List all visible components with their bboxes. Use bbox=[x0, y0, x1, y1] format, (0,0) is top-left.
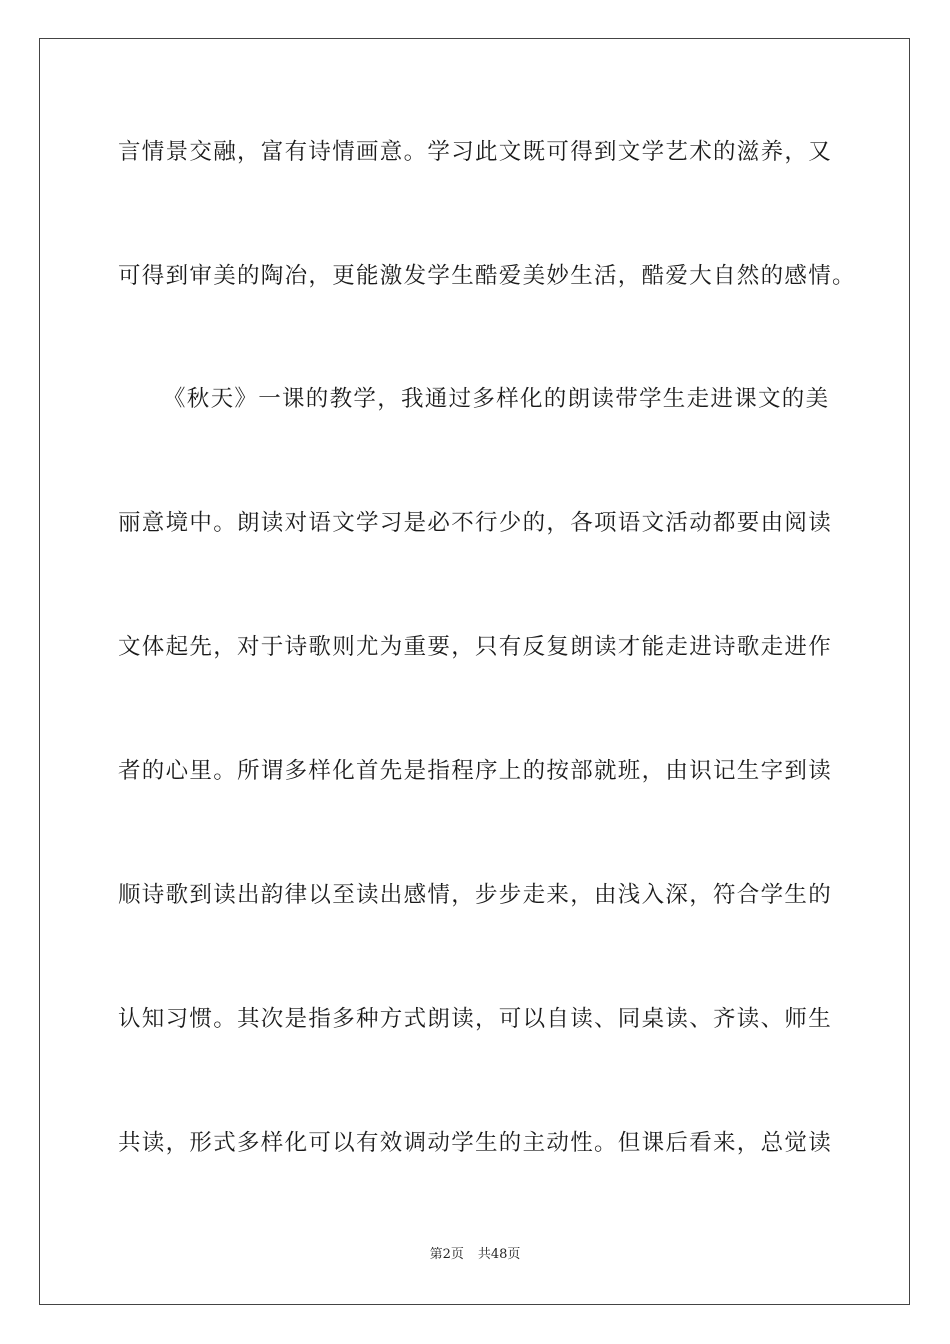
page-number: 第2页 bbox=[429, 1247, 464, 1262]
body-text-line: 可得到审美的陶冶，更能激发学生酷爱美妙生活，酷爱大自然的感情。 bbox=[118, 263, 856, 289]
body-text-line: 丽意境中。朗读对语文学习是必不行少的，各项语文活动都要由阅读 bbox=[118, 510, 833, 536]
body-text-paragraph-start: 《秋天》一课的教学，我通过多样化的朗读带学生走进课文的美 bbox=[163, 386, 830, 412]
body-text-line: 言情景交融，富有诗情画意。学习此文既可得到文学艺术的滋养，又 bbox=[118, 139, 833, 165]
total-pages: 共48页 bbox=[477, 1247, 521, 1262]
body-text-line: 认知习惯。其次是指多种方式朗读，可以自读、同桌读、齐读、师生 bbox=[118, 1006, 833, 1032]
body-text-line: 顺诗歌到读出韵律以至读出感情，步步走来，由浅入深，符合学生的 bbox=[118, 882, 833, 908]
page-footer bbox=[0, 1246, 950, 1264]
body-text-line: 文体起先，对于诗歌则尤为重要，只有反复朗读才能走进诗歌走进作 bbox=[118, 634, 833, 660]
body-text-line: 者的心里。所谓多样化首先是指程序上的按部就班，由识记生字到读 bbox=[118, 758, 833, 784]
page-frame bbox=[39, 38, 910, 1305]
body-text-line: 共读，形式多样化可以有效调动学生的主动性。但课后看来，总觉读 bbox=[118, 1130, 833, 1156]
